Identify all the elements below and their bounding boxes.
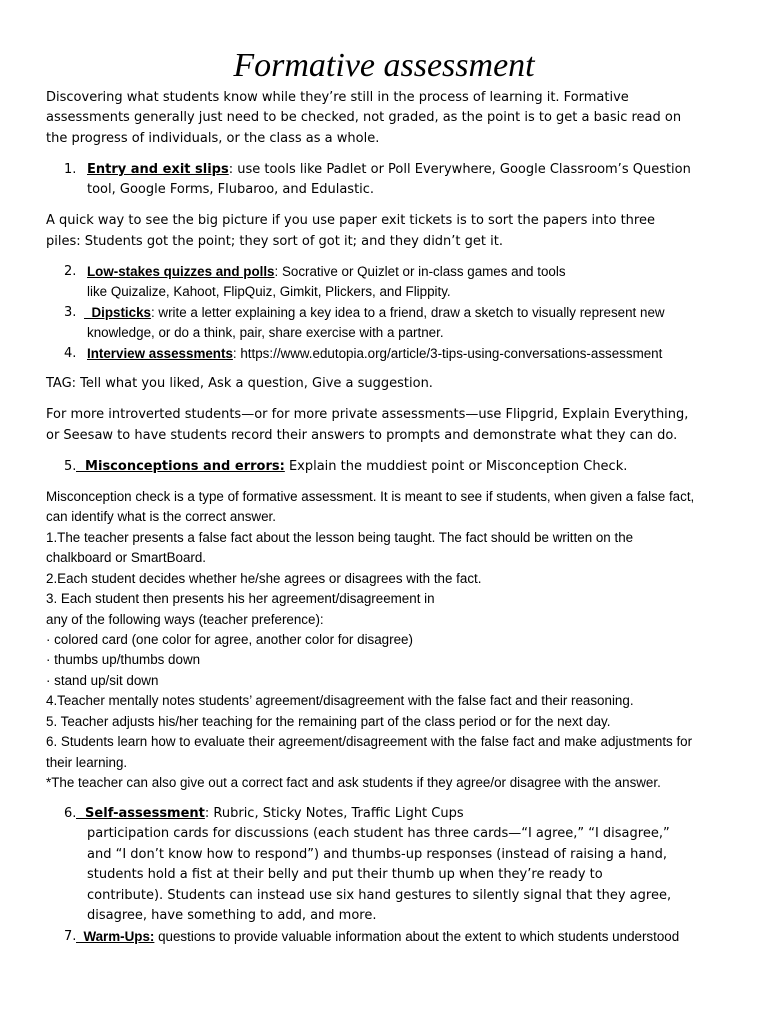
list-item-entry-exit-slips xyxy=(87,160,691,180)
intro-line: assessments generally just need to be checked, not graded, as the point is to get a basic read on xyxy=(46,110,682,125)
paragraph-line: piles: Students got the point; they sort of got it; and they didn’t get it. xyxy=(46,234,503,249)
item-text: questions to provide valuable information about the extent to which students understood xyxy=(154,929,680,944)
misconception-line: chalkboard or SmartBoard. xyxy=(46,550,207,565)
page-title: Formative assessment xyxy=(233,47,535,84)
misconception-line: 5. Teacher adjusts his/her teaching for the remaining part of the class period or for the next day. xyxy=(46,714,611,729)
misconception-line: 1.The teacher presents a false fact about the lesson being taught. The fact should be written on the xyxy=(46,530,634,545)
item-text: : use tools like Padlet or Poll Everywhere, Google Classroom’s Question xyxy=(228,162,691,177)
list-number: 6. xyxy=(64,806,77,821)
item-text: : Socrative or Quizlet or in-class games and tools xyxy=(274,264,566,279)
misconception-line: *The teacher can also give out a correct fact and ask students if they agree/or disagree with the answer. xyxy=(46,775,661,790)
item-text: : https://www.edutopia.org/article/3-tips-using-conversations-assessment xyxy=(232,346,663,361)
item-heading: Interview assessments xyxy=(87,346,233,361)
list-item-low-stakes-quizzes xyxy=(87,262,566,282)
list-number: 4. xyxy=(64,346,77,361)
item-heading: Low-stakes quizzes and polls xyxy=(87,264,275,279)
misconception-line: 6. Students learn how to evaluate their agreement/disagreement with the false fact and make adjustments for xyxy=(46,734,693,749)
list-item-continuation: tool, Google Forms, Flubaroo, and Edulastic. xyxy=(87,182,375,197)
misconception-line: 3. Each student then presents his her agreement/disagreement in xyxy=(46,591,435,606)
misconception-line: Misconception check is a type of formative assessment. It is meant to see if students, when given a false fact, xyxy=(46,489,695,504)
misconception-line: 4.Teacher mentally notes students’ agreement/disagreement with the false fact and their reasoning. xyxy=(46,693,634,708)
paragraph-line: or Seesaw to have students record their answers to prompts and demonstrate what they can do. xyxy=(46,428,678,443)
item-text: Explain the muddiest point or Misconception Check. xyxy=(284,459,628,474)
item-heading: Warm-Ups: xyxy=(76,929,155,944)
list-item-continuation: and “I don’t know how to respond”) and thumbs-up responses (instead of raising a hand, xyxy=(87,847,667,862)
list-number: 2. xyxy=(64,264,77,279)
list-item-continuation: knowledge, or do a think, pair, share exercise with a partner. xyxy=(87,325,444,340)
list-item-interview-assessments xyxy=(87,344,662,364)
list-item-self-assessment xyxy=(76,804,464,824)
misconception-line: any of the following ways (teacher preference): xyxy=(46,612,324,627)
list-item-continuation: contribute). Students can instead use six hand gestures to silently signal that they agree, xyxy=(87,888,672,903)
item-heading: Self-assessment xyxy=(76,806,205,821)
list-number: 5. xyxy=(64,459,77,474)
misconception-line: 2.Each student decides whether he/she agrees or disagrees with the fact. xyxy=(46,571,482,586)
paragraph-line: For more introverted students—or for more private assessments—use Flipgrid, Explain Everything, xyxy=(46,407,689,422)
list-item-continuation: participation cards for discussions (each student has three cards—“I agree,” “I disagree,” xyxy=(87,826,670,841)
list-number: 3. xyxy=(64,305,77,320)
misconception-line: · colored card (one color for agree, another color for disagree) xyxy=(46,632,413,647)
tag-line: TAG: Tell what you liked, Ask a question, Give a suggestion. xyxy=(46,376,433,391)
list-item-misconceptions xyxy=(76,457,627,477)
list-item-continuation: disagree, have something to add, and more. xyxy=(87,908,377,923)
list-item-dipsticks xyxy=(84,303,665,323)
list-item-continuation: like Quizalize, Kahoot, FlipQuiz, Gimkit, Plickers, and Flippity. xyxy=(87,284,451,299)
item-heading: Dipsticks xyxy=(84,305,151,320)
item-text: : Rubric, Sticky Notes, Traffic Light Cups xyxy=(204,806,464,821)
item-heading: Misconceptions and errors: xyxy=(76,459,285,474)
list-number: 7. xyxy=(64,929,77,944)
intro-line: the progress of individuals, or the class as a whole. xyxy=(46,131,380,146)
misconception-line: can identify what is the correct answer. xyxy=(46,509,276,524)
misconception-line: their learning. xyxy=(46,755,128,770)
list-item-warm-ups xyxy=(76,927,679,947)
intro-line: Discovering what students know while they’re still in the process of learning it. Formative xyxy=(46,90,629,105)
item-heading: Entry and exit slips xyxy=(87,162,229,177)
misconception-line: · thumbs up/thumbs down xyxy=(46,652,201,667)
paragraph-line: A quick way to see the big picture if you use paper exit tickets is to sort the papers into three xyxy=(46,213,655,228)
misconception-line: · stand up/sit down xyxy=(46,673,159,688)
list-item-continuation: students hold a fist at their belly and put their thumb up when they’re ready to xyxy=(87,867,603,882)
item-text: : write a letter explaining a key idea to a friend, draw a sketch to visually represent new xyxy=(150,305,665,320)
list-number: 1. xyxy=(64,162,77,177)
